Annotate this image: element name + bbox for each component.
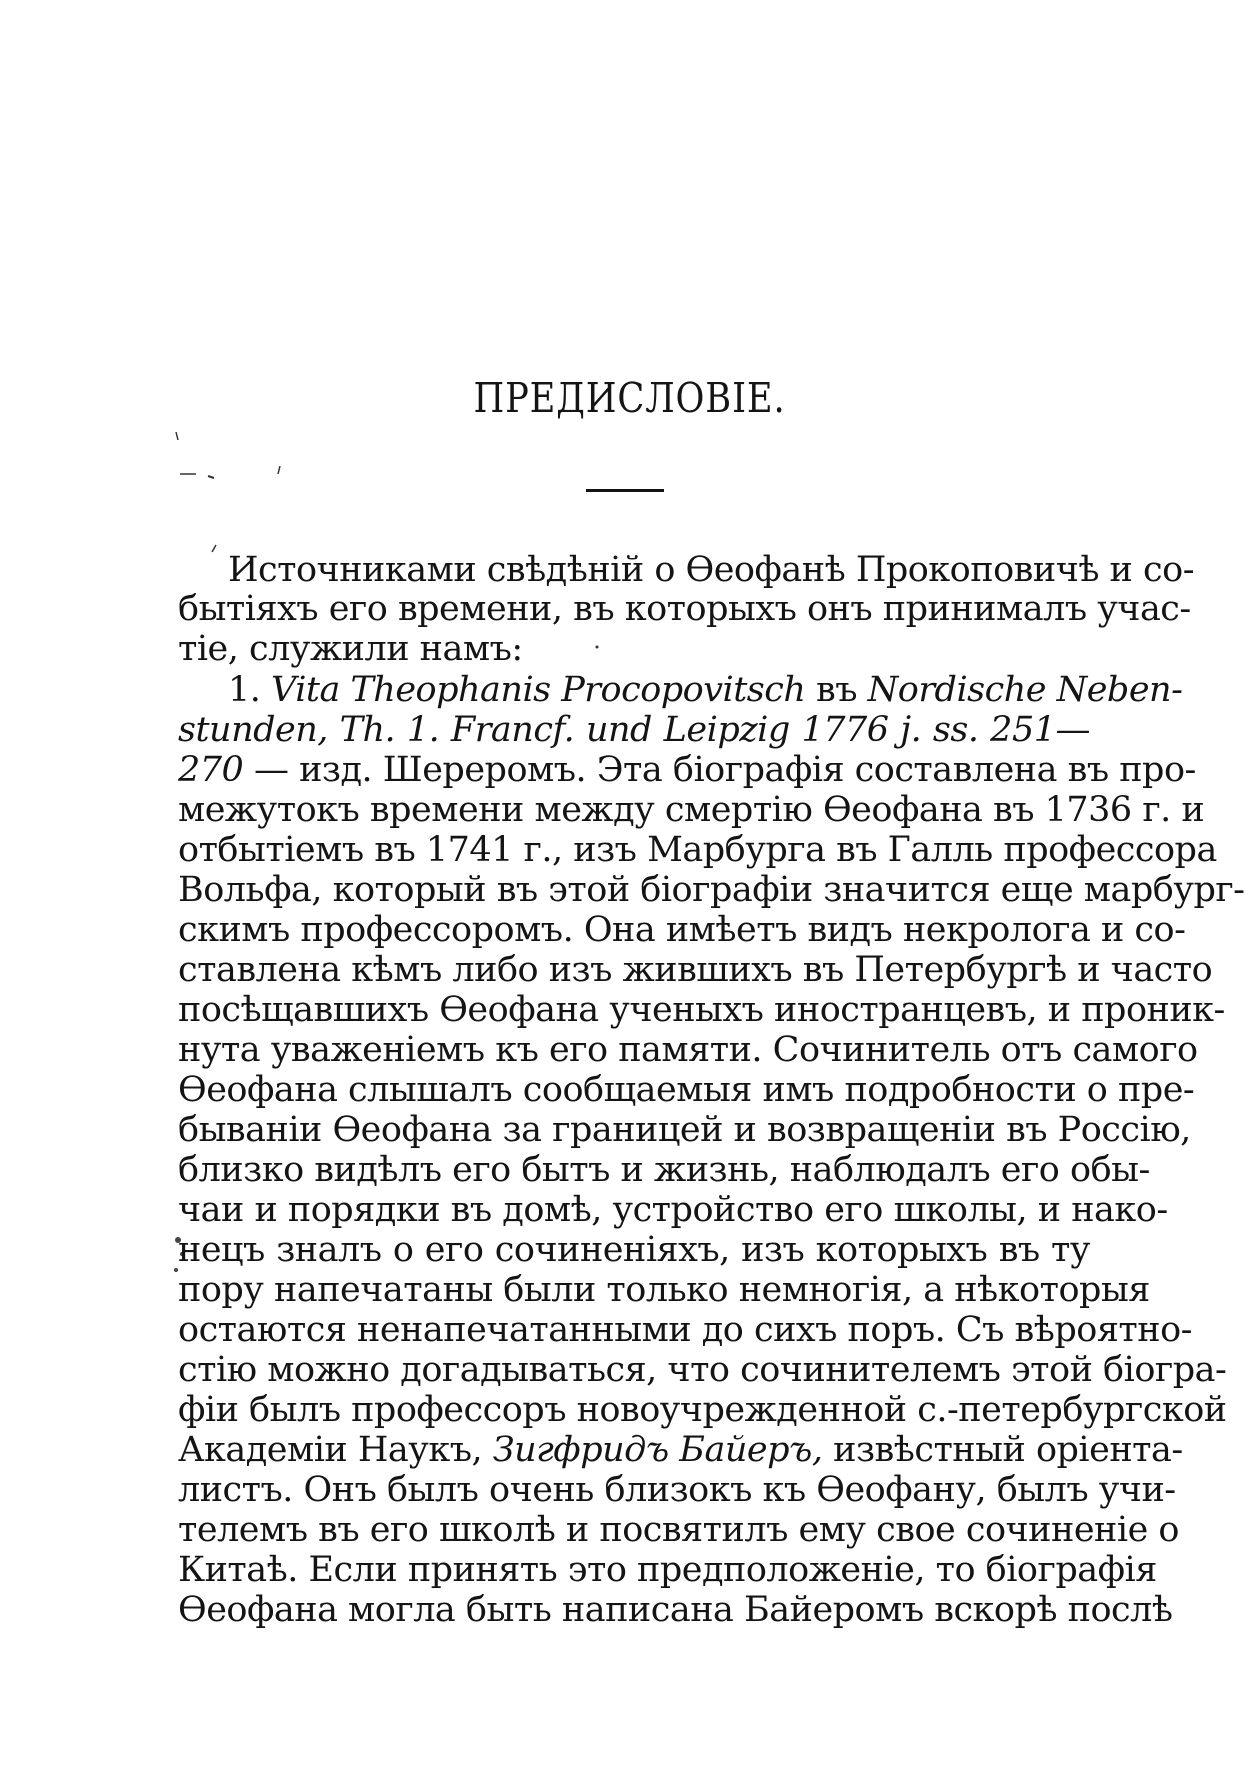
- text-line: скимъ профессоромъ. Она имѣетъ видъ некролога и со-: [178, 910, 1186, 950]
- text-line: пору напечатаны были только немногія, а нѣкоторыя: [178, 1270, 1150, 1310]
- text-line: телемъ въ его школѣ и посвятилъ ему свое сочиненіе о: [178, 1510, 1179, 1550]
- page-title: ПРЕДИСЛОВІЕ.: [473, 374, 786, 422]
- text-line: бываніи Ѳеофана за границей и возвращеніи въ Россію,: [178, 1110, 1191, 1150]
- text-line: бытіяхъ его времени, въ которыхъ онъ принималъ учас-: [178, 589, 1191, 629]
- text-fragment: въ: [805, 670, 868, 710]
- text-line: отбытіемъ въ 1741 г., изъ Марбурга въ Галль профессора: [178, 830, 1217, 870]
- source-citation: stunden, Th. 1. Francf. und Leipzig 1776 j. ss. 251—: [178, 710, 1090, 750]
- source-title: Vita Theophanis Procopovitsch: [271, 670, 806, 710]
- text-line: нута уваженіемъ къ его памяти. Сочинитель отъ самого: [178, 1030, 1198, 1070]
- text-line: Китаѣ. Если принять это предположеніе, то біографія: [178, 1550, 1157, 1590]
- text-line: фіи былъ профессоръ новоучрежденной с.-петербургской: [178, 1390, 1227, 1430]
- text-line: [178, 748, 1196, 792]
- text-fragment: Академіи Наукъ,: [178, 1430, 493, 1470]
- text-line: [228, 668, 1183, 712]
- text-line: близко видѣлъ его бытъ и жизнь, наблюдалъ его обы-: [178, 1150, 1150, 1190]
- text-line: посѣщавшихъ Ѳеофана ученыхъ иностранцевъ, и проник-: [178, 990, 1225, 1030]
- text-line: межутокъ времени между смертію Ѳеофана въ 1736 г. и: [178, 790, 1205, 830]
- text-line: тіе, служили намъ:: [178, 629, 523, 669]
- text-line: Ѳеофана слышалъ сообщаемыя имъ подробности о пре-: [178, 1070, 1195, 1110]
- text-line: ставлена кѣмъ либо изъ жившихъ въ Петербургѣ и часто: [178, 950, 1213, 990]
- source-publication: Nordische Neben-: [867, 670, 1183, 710]
- text-line: стію можно догадываться, что сочинителемъ этой біогра-: [178, 1350, 1227, 1390]
- text-line: Ѳеофана могла быть написана Байеромъ вскорѣ послѣ: [178, 1590, 1173, 1630]
- author-name: Зигфридъ Байеръ,: [492, 1430, 823, 1470]
- text-line: Вольфа, который въ этой біографіи значится еще марбург-: [178, 870, 1245, 910]
- text-line: [178, 708, 1090, 752]
- text-line: нецъ зналъ о его сочиненіяхъ, изъ которыхъ въ ту: [178, 1230, 1090, 1270]
- source-citation: 270: [178, 750, 244, 790]
- source-number: 1.: [228, 670, 272, 710]
- text-line: остаются ненапечатанными до сихъ поръ. Съ вѣроятно-: [178, 1310, 1193, 1350]
- text-line: листъ. Онъ былъ очень близокъ къ Ѳеофану, былъ учи-: [178, 1470, 1176, 1510]
- text-line: чаи и порядки въ домѣ, устройство его школы, и нако-: [178, 1190, 1168, 1230]
- text-line: [178, 1428, 1183, 1472]
- text-fragment: извѣстный оріента-: [822, 1430, 1183, 1470]
- text-line: Источниками свѣдѣній о Ѳеофанѣ Прокоповичѣ и со-: [228, 550, 1195, 590]
- text-fragment: — изд. Шереромъ. Эта біографія составлена въ про-: [243, 750, 1196, 790]
